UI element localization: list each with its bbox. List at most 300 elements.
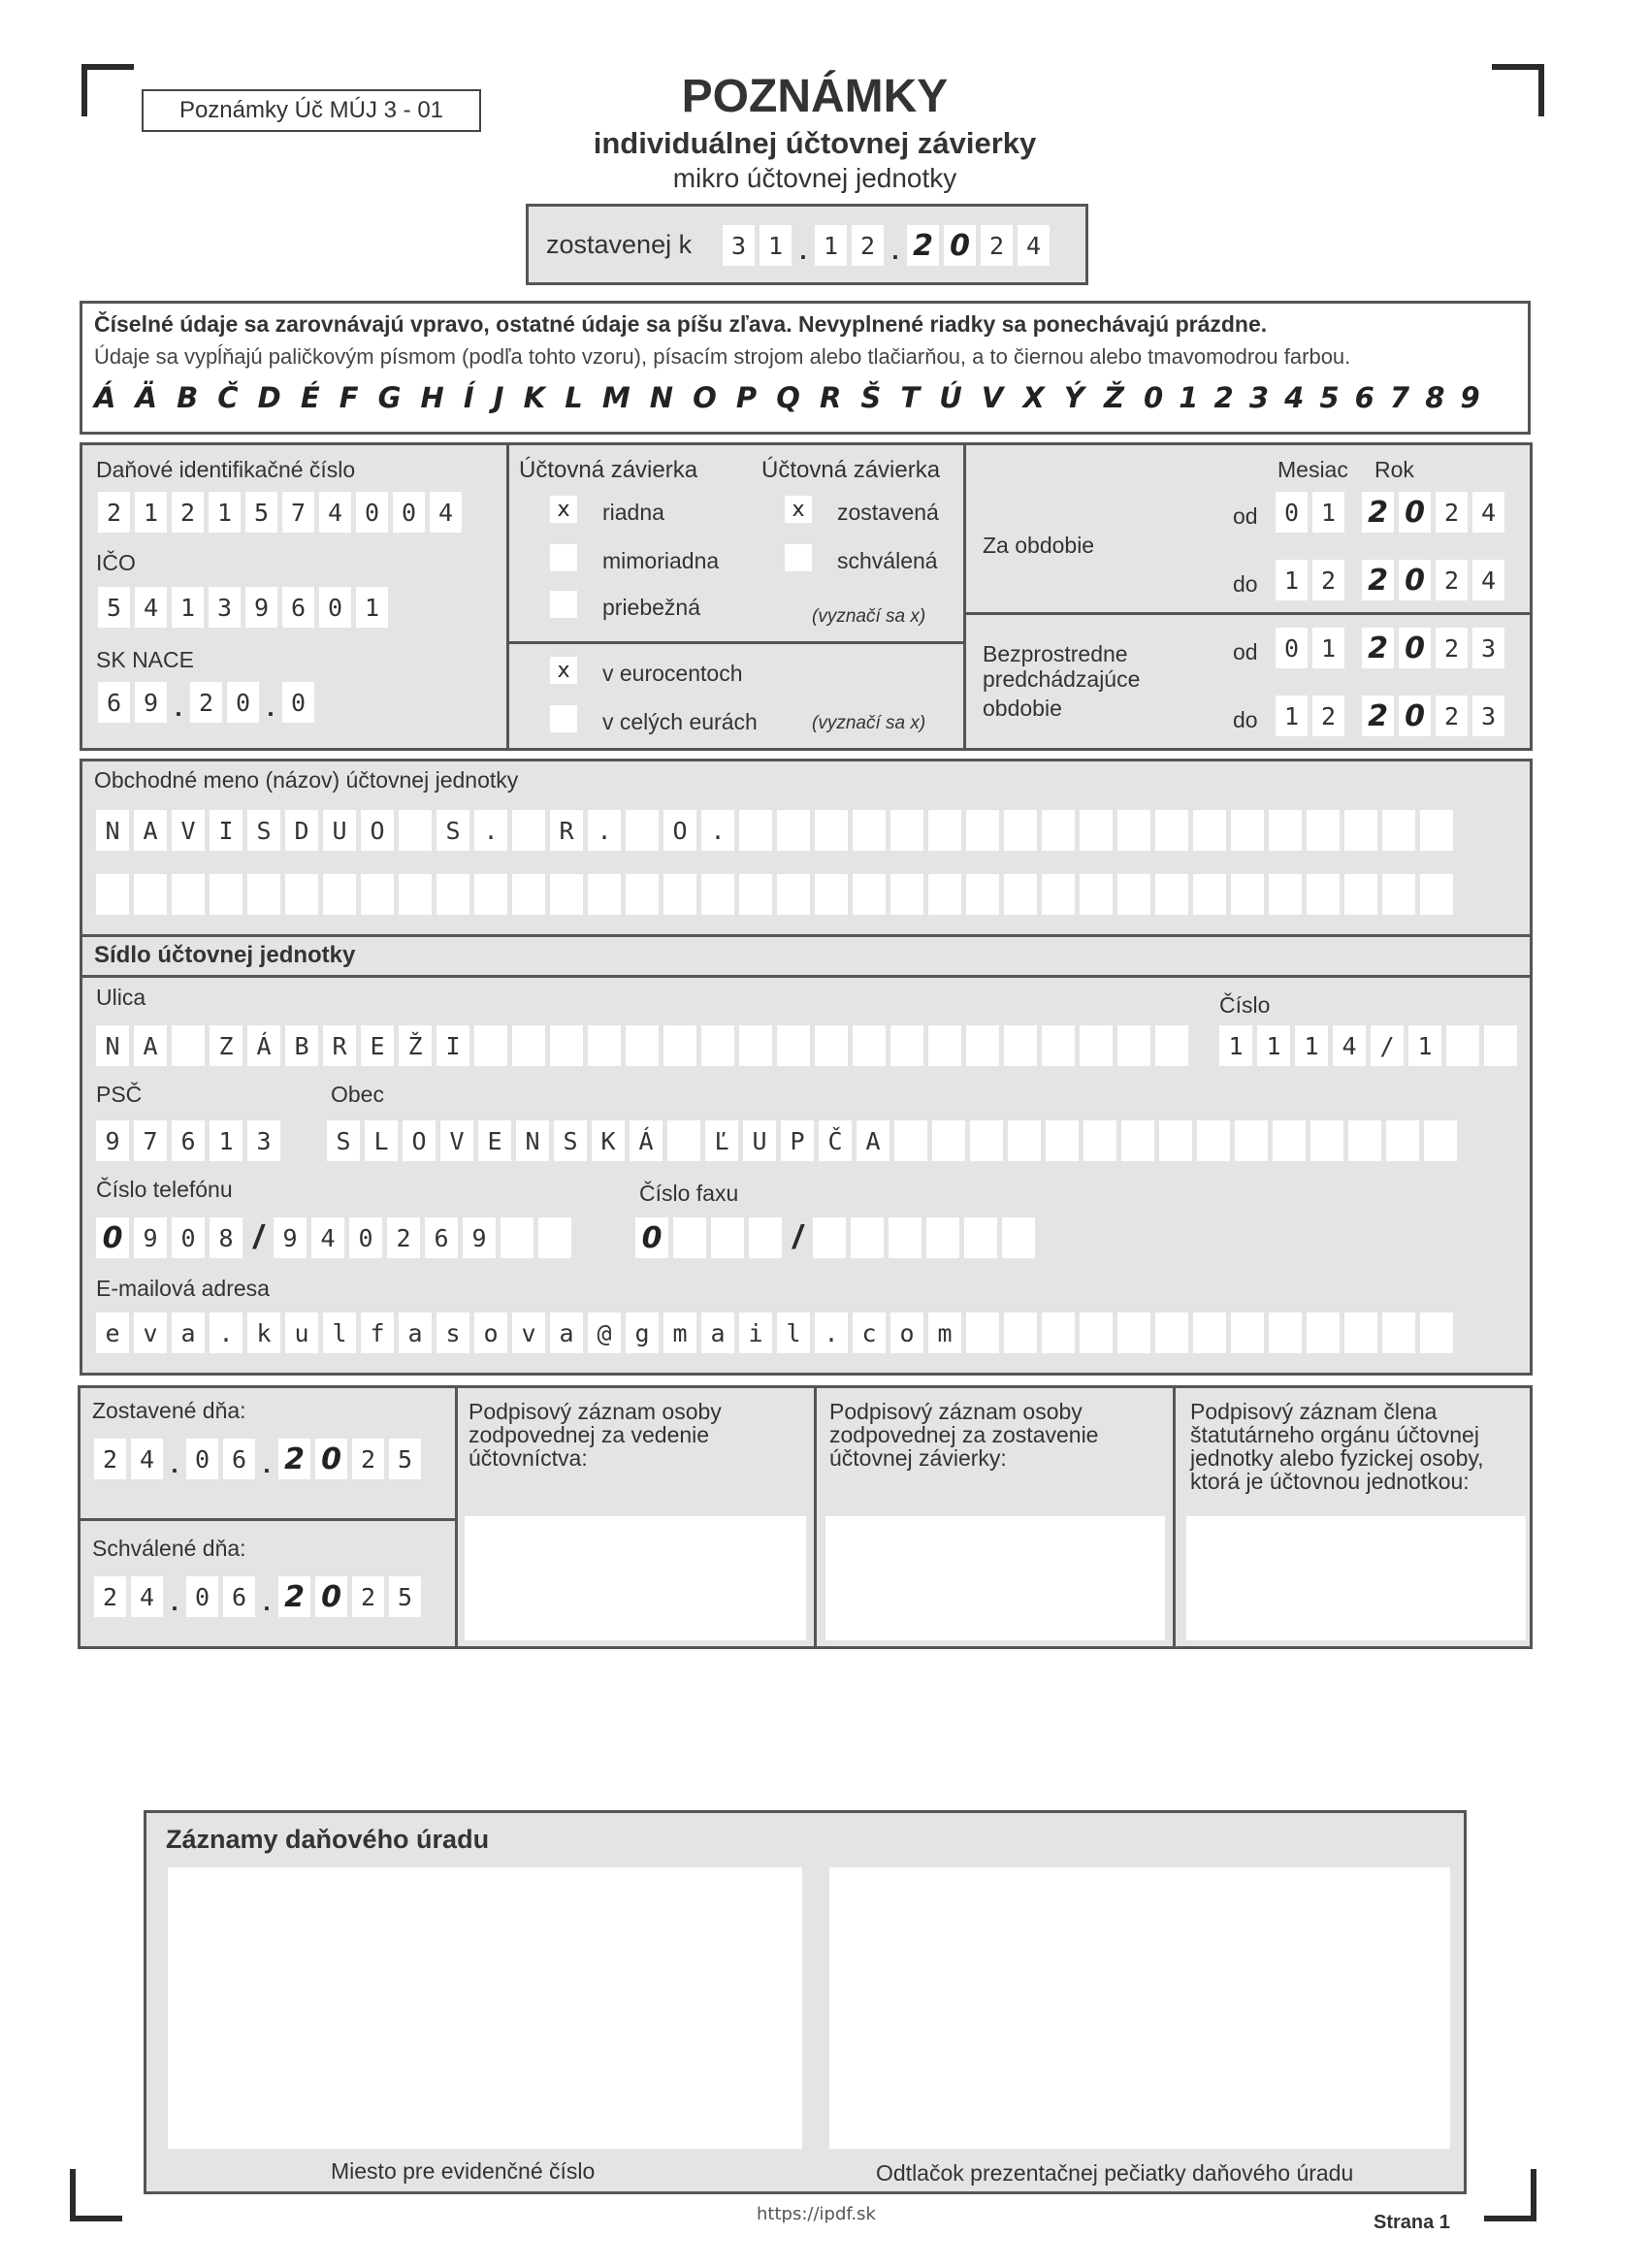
company-name-row-2[interactable] [96,874,1458,915]
signature-accounting-field[interactable] [465,1516,806,1640]
char-cell[interactable]: 1 [135,492,167,533]
char-cell[interactable] [1307,810,1340,851]
char-cell[interactable]: 3 [1472,628,1504,668]
nace-field[interactable] [98,682,319,723]
char-cell[interactable] [667,1120,700,1161]
char-cell[interactable]: 0 [1399,492,1431,533]
char-cell[interactable]: R [323,1025,356,1066]
char-cell[interactable]: / [1371,1025,1404,1066]
signature-compiler-field[interactable] [825,1516,1165,1640]
char-cell[interactable] [739,874,772,915]
char-cell[interactable]: g [626,1312,659,1353]
char-cell[interactable]: O [403,1120,436,1161]
char-cell[interactable] [361,874,394,915]
char-cell[interactable]: 4 [1018,225,1050,266]
char-cell[interactable] [172,874,205,915]
char-cell[interactable] [1235,1120,1268,1161]
char-cell[interactable] [890,1025,923,1066]
char-cell[interactable]: 1 [1219,1025,1252,1066]
char-cell[interactable] [701,1025,734,1066]
char-cell[interactable] [1420,1312,1453,1353]
char-cell[interactable]: I [210,810,242,851]
char-cell[interactable] [1231,810,1264,851]
char-cell[interactable] [323,874,356,915]
char-cell[interactable] [1117,1312,1150,1353]
char-cell[interactable]: o [890,1312,923,1353]
char-cell[interactable] [1117,810,1150,851]
char-cell[interactable]: 2 [907,225,939,266]
prev-from-field[interactable] [1276,628,1509,668]
char-cell[interactable] [1155,1025,1188,1066]
char-cell[interactable]: 1 [210,1120,242,1161]
ico-field[interactable] [98,587,393,628]
char-cell[interactable] [134,874,167,915]
char-cell[interactable]: 2 [352,1576,384,1617]
mimoriadna-checkbox[interactable] [550,544,577,571]
char-cell[interactable]: 2 [1312,560,1344,600]
char-cell[interactable]: 2 [190,682,222,723]
char-cell[interactable] [1042,1312,1075,1353]
char-cell[interactable]: E [361,1025,394,1066]
char-cell[interactable]: 5 [245,492,277,533]
char-cell[interactable] [964,1217,997,1258]
char-cell[interactable] [815,1025,848,1066]
char-cell[interactable]: 4 [131,1576,163,1617]
char-cell[interactable]: 3 [1472,696,1504,736]
char-cell[interactable]: Č [819,1120,852,1161]
char-cell[interactable] [1269,1312,1302,1353]
char-cell[interactable]: 2 [278,1439,310,1479]
char-cell[interactable] [1121,1120,1154,1161]
char-cell[interactable]: 6 [425,1217,458,1258]
char-cell[interactable] [210,874,242,915]
char-cell[interactable]: 3 [247,1120,280,1161]
char-cell[interactable] [928,1025,961,1066]
priebezna-checkbox[interactable] [550,591,577,618]
char-cell[interactable]: 9 [463,1217,496,1258]
char-cell[interactable]: 9 [135,682,167,723]
char-cell[interactable] [815,810,848,851]
char-cell[interactable]: 0 [172,1217,205,1258]
char-cell[interactable]: 2 [94,1439,126,1479]
char-cell[interactable]: 2 [981,225,1013,266]
char-cell[interactable]: e [96,1312,129,1353]
char-cell[interactable]: 0 [393,492,425,533]
char-cell[interactable] [247,874,280,915]
char-cell[interactable] [1231,1312,1264,1353]
char-cell[interactable]: 2 [172,492,204,533]
char-cell[interactable]: a [399,1312,432,1353]
phone-field[interactable] [96,1217,576,1258]
char-cell[interactable] [890,810,923,851]
char-cell[interactable] [928,810,961,851]
char-cell[interactable] [399,810,432,851]
char-cell[interactable]: . [588,810,621,851]
char-cell[interactable]: 7 [134,1120,167,1161]
char-cell[interactable] [711,1217,744,1258]
char-cell[interactable]: O [663,810,696,851]
char-cell[interactable] [1344,1312,1377,1353]
char-cell[interactable] [1386,1120,1419,1161]
char-cell[interactable] [1231,874,1264,915]
char-cell[interactable] [1046,1120,1079,1161]
char-cell[interactable] [399,874,432,915]
char-cell[interactable]: 8 [210,1217,242,1258]
char-cell[interactable]: u [285,1312,318,1353]
char-cell[interactable] [1382,810,1415,851]
char-cell[interactable]: m [928,1312,961,1353]
char-cell[interactable]: 2 [278,1576,310,1617]
char-cell[interactable] [550,874,583,915]
char-cell[interactable]: 4 [1472,492,1504,533]
cur-from-field[interactable] [1276,492,1509,533]
char-cell[interactable]: 3 [209,587,241,628]
char-cell[interactable] [1155,874,1188,915]
char-cell[interactable] [926,1217,959,1258]
char-cell[interactable]: 1 [815,225,847,266]
char-cell[interactable]: U [743,1120,776,1161]
char-cell[interactable]: 0 [1276,628,1308,668]
char-cell[interactable] [1273,1120,1306,1161]
char-cell[interactable] [853,874,886,915]
char-cell[interactable]: Á [630,1120,663,1161]
char-cell[interactable]: 0 [1276,492,1308,533]
char-cell[interactable] [853,810,886,851]
char-cell[interactable]: S [247,810,280,851]
char-cell[interactable]: 0 [315,1576,347,1617]
char-cell[interactable]: 0 [1399,628,1431,668]
char-cell[interactable]: 2 [1362,492,1394,533]
char-cell[interactable]: O [361,810,394,851]
char-cell[interactable] [1307,1312,1340,1353]
company-name-row-1[interactable] [96,810,1458,851]
char-cell[interactable] [777,1025,810,1066]
number-field[interactable] [1219,1025,1522,1066]
char-cell[interactable]: I [436,1025,469,1066]
char-cell[interactable]: . [474,810,507,851]
char-cell[interactable] [1348,1120,1381,1161]
char-cell[interactable]: a [550,1312,583,1353]
char-cell[interactable] [1446,1025,1479,1066]
char-cell[interactable] [1155,1312,1188,1353]
char-cell[interactable] [813,1217,846,1258]
char-cell[interactable]: l [777,1312,810,1353]
char-cell[interactable]: P [781,1120,814,1161]
char-cell[interactable] [894,1120,927,1161]
char-cell[interactable]: V [172,810,205,851]
eura-checkbox[interactable] [550,705,577,732]
city-field[interactable] [327,1120,1462,1161]
char-cell[interactable] [966,810,999,851]
char-cell[interactable]: 1 [172,587,204,628]
char-cell[interactable] [1307,874,1340,915]
signature-statutory-field[interactable] [1186,1516,1526,1640]
char-cell[interactable] [1424,1120,1457,1161]
char-cell[interactable]: 6 [282,587,314,628]
char-cell[interactable]: 6 [223,1576,255,1617]
char-cell[interactable] [1344,810,1377,851]
char-cell[interactable]: N [96,810,129,851]
char-cell[interactable]: 0 [282,682,314,723]
char-cell[interactable]: 1 [1276,696,1308,736]
char-cell[interactable] [1269,874,1302,915]
char-cell[interactable]: E [478,1120,511,1161]
char-cell[interactable]: 1 [1257,1025,1290,1066]
char-cell[interactable] [1004,1025,1037,1066]
stamp-area[interactable] [829,1867,1450,2149]
char-cell[interactable] [1002,1217,1035,1258]
dic-field[interactable] [98,492,467,533]
char-cell[interactable] [851,1217,884,1258]
char-cell[interactable]: 6 [98,682,130,723]
char-cell[interactable]: 2 [852,225,884,266]
char-cell[interactable]: S [436,810,469,851]
char-cell[interactable] [1310,1120,1343,1161]
char-cell[interactable] [1008,1120,1041,1161]
char-cell[interactable]: 9 [274,1217,307,1258]
char-cell[interactable]: 1 [1295,1025,1328,1066]
char-cell[interactable]: 2 [1312,696,1344,736]
char-cell[interactable] [777,874,810,915]
char-cell[interactable]: N [96,1025,129,1066]
char-cell[interactable]: A [857,1120,889,1161]
char-cell[interactable]: 1 [760,225,792,266]
char-cell[interactable]: Ž [399,1025,432,1066]
char-cell[interactable]: 2 [1436,560,1468,600]
char-cell[interactable] [890,874,923,915]
char-cell[interactable]: 1 [209,492,241,533]
char-cell[interactable] [1117,1025,1150,1066]
char-cell[interactable] [1080,1312,1113,1353]
psc-field[interactable] [96,1120,285,1161]
char-cell[interactable] [474,874,507,915]
char-cell[interactable]: D [285,810,318,851]
char-cell[interactable]: 4 [319,492,351,533]
char-cell[interactable] [1080,810,1113,851]
char-cell[interactable]: A [134,810,167,851]
char-cell[interactable] [739,1025,772,1066]
char-cell[interactable] [626,874,659,915]
char-cell[interactable] [928,874,961,915]
char-cell[interactable]: 9 [96,1120,129,1161]
compiled-on-field[interactable] [94,1439,426,1479]
char-cell[interactable]: S [554,1120,587,1161]
char-cell[interactable] [739,810,772,851]
char-cell[interactable] [1042,874,1075,915]
char-cell[interactable] [815,874,848,915]
char-cell[interactable] [172,1025,205,1066]
char-cell[interactable] [663,1025,696,1066]
char-cell[interactable]: 9 [245,587,277,628]
char-cell[interactable] [1344,874,1377,915]
char-cell[interactable]: 2 [387,1217,420,1258]
char-cell[interactable]: 1 [1312,492,1344,533]
char-cell[interactable]: m [663,1312,696,1353]
char-cell[interactable]: 2 [1362,696,1394,736]
char-cell[interactable]: K [592,1120,625,1161]
char-cell[interactable]: L [365,1120,398,1161]
char-cell[interactable] [853,1025,886,1066]
char-cell[interactable]: 0 [635,1217,668,1258]
char-cell[interactable]: 4 [1333,1025,1366,1066]
char-cell[interactable] [663,874,696,915]
fax-field[interactable] [635,1217,1040,1258]
char-cell[interactable] [1004,1312,1037,1353]
char-cell[interactable] [1269,810,1302,851]
char-cell[interactable] [1117,874,1150,915]
char-cell[interactable]: N [516,1120,549,1161]
char-cell[interactable]: 0 [1399,560,1431,600]
char-cell[interactable]: 3 [723,225,755,266]
eurocenty-checkbox[interactable]: x [550,657,577,684]
char-cell[interactable]: 6 [172,1120,205,1161]
char-cell[interactable] [1083,1120,1116,1161]
char-cell[interactable]: 1 [1408,1025,1441,1066]
char-cell[interactable] [1004,810,1037,851]
compiled-date-field[interactable] [723,225,1054,266]
char-cell[interactable] [966,1025,999,1066]
char-cell[interactable]: 0 [319,587,351,628]
char-cell[interactable] [1159,1120,1192,1161]
char-cell[interactable] [1080,1025,1113,1066]
char-cell[interactable]: 4 [131,1439,163,1479]
char-cell[interactable] [701,874,734,915]
char-cell[interactable]: . [701,810,734,851]
char-cell[interactable] [588,1025,621,1066]
char-cell[interactable]: 5 [389,1576,421,1617]
char-cell[interactable]: 1 [356,587,388,628]
char-cell[interactable]: 1 [1312,628,1344,668]
char-cell[interactable] [1193,810,1226,851]
char-cell[interactable] [1420,874,1453,915]
char-cell[interactable]: 2 [1436,628,1468,668]
char-cell[interactable] [1382,874,1415,915]
char-cell[interactable]: 2 [1436,492,1468,533]
char-cell[interactable]: f [361,1312,394,1353]
char-cell[interactable]: 0 [356,492,388,533]
char-cell[interactable] [1420,810,1453,851]
char-cell[interactable]: 0 [349,1217,382,1258]
char-cell[interactable]: 2 [352,1439,384,1479]
char-cell[interactable] [1197,1120,1230,1161]
char-cell[interactable] [550,1025,583,1066]
char-cell[interactable]: i [739,1312,772,1353]
char-cell[interactable] [1155,810,1188,851]
prev-to-field[interactable] [1276,696,1509,736]
zostavena-checkbox[interactable]: x [785,496,812,523]
char-cell[interactable]: k [247,1312,280,1353]
char-cell[interactable]: a [701,1312,734,1353]
street-field[interactable] [96,1025,1193,1066]
char-cell[interactable] [96,874,129,915]
char-cell[interactable] [1004,874,1037,915]
char-cell[interactable] [285,874,318,915]
email-field[interactable] [96,1312,1458,1353]
char-cell[interactable]: 0 [96,1217,129,1258]
char-cell[interactable]: V [440,1120,473,1161]
char-cell[interactable] [626,810,659,851]
char-cell[interactable]: 2 [1362,560,1394,600]
char-cell[interactable]: s [436,1312,469,1353]
char-cell[interactable]: o [474,1312,507,1353]
char-cell[interactable]: 0 [186,1576,218,1617]
char-cell[interactable]: l [323,1312,356,1353]
char-cell[interactable] [436,874,469,915]
cur-to-field[interactable] [1276,560,1509,600]
char-cell[interactable]: 0 [227,682,259,723]
char-cell[interactable]: B [285,1025,318,1066]
approved-on-field[interactable] [94,1576,426,1617]
char-cell[interactable]: S [327,1120,360,1161]
schvalena-checkbox[interactable] [785,544,812,571]
char-cell[interactable]: 4 [311,1217,344,1258]
char-cell[interactable] [966,874,999,915]
char-cell[interactable] [501,1217,534,1258]
char-cell[interactable]: 2 [1436,696,1468,736]
char-cell[interactable] [1484,1025,1517,1066]
char-cell[interactable]: R [550,810,583,851]
char-cell[interactable] [932,1120,965,1161]
char-cell[interactable]: 2 [98,492,130,533]
char-cell[interactable] [626,1025,659,1066]
char-cell[interactable]: 4 [1472,560,1504,600]
char-cell[interactable]: Á [247,1025,280,1066]
char-cell[interactable]: c [853,1312,886,1353]
char-cell[interactable] [1193,1312,1226,1353]
char-cell[interactable]: . [210,1312,242,1353]
char-cell[interactable]: 2 [1362,628,1394,668]
char-cell[interactable] [1382,1312,1415,1353]
char-cell[interactable]: 0 [944,225,976,266]
char-cell[interactable]: 2 [94,1576,126,1617]
char-cell[interactable] [1080,874,1113,915]
char-cell[interactable]: v [134,1312,167,1353]
char-cell[interactable]: . [815,1312,848,1353]
char-cell[interactable]: A [134,1025,167,1066]
char-cell[interactable] [1193,874,1226,915]
char-cell[interactable] [673,1217,706,1258]
riadna-checkbox[interactable]: x [550,496,577,523]
char-cell[interactable] [512,874,545,915]
char-cell[interactable]: Z [210,1025,242,1066]
char-cell[interactable]: 1 [1276,560,1308,600]
char-cell[interactable]: 5 [389,1439,421,1479]
char-cell[interactable]: a [172,1312,205,1353]
char-cell[interactable] [777,810,810,851]
char-cell[interactable]: 4 [430,492,462,533]
char-cell[interactable] [538,1217,571,1258]
char-cell[interactable]: v [512,1312,545,1353]
char-cell[interactable] [966,1312,999,1353]
char-cell[interactable] [1042,810,1075,851]
char-cell[interactable] [749,1217,782,1258]
char-cell[interactable] [474,1025,507,1066]
char-cell[interactable]: Ľ [705,1120,738,1161]
char-cell[interactable]: 0 [186,1439,218,1479]
char-cell[interactable] [512,1025,545,1066]
char-cell[interactable]: 4 [135,587,167,628]
char-cell[interactable]: 0 [1399,696,1431,736]
char-cell[interactable]: @ [588,1312,621,1353]
char-cell[interactable]: 9 [134,1217,167,1258]
char-cell[interactable]: 0 [315,1439,347,1479]
char-cell[interactable] [512,810,545,851]
char-cell[interactable]: 7 [282,492,314,533]
char-cell[interactable]: U [323,810,356,851]
evidence-number-area[interactable] [168,1867,802,2149]
char-cell[interactable] [970,1120,1003,1161]
char-cell[interactable]: 5 [98,587,130,628]
